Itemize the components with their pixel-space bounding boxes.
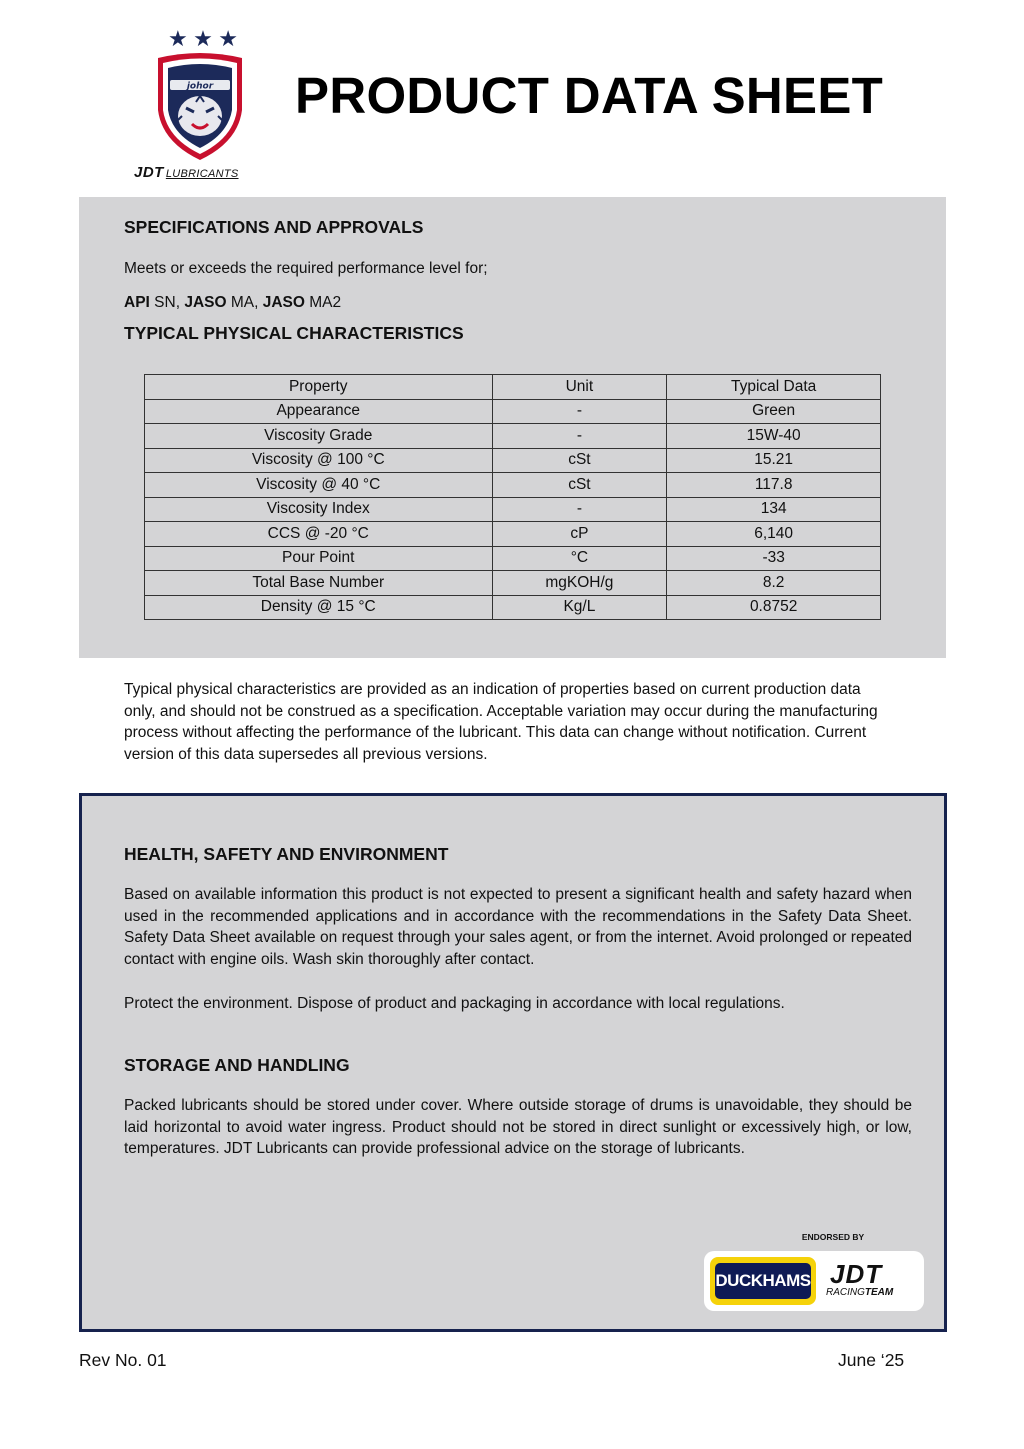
column-header: Unit — [492, 375, 667, 400]
table-cell: -33 — [667, 546, 881, 571]
endorsed-by-label: ENDORSED BY — [801, 1232, 865, 1242]
revision-number: Rev No. 01 — [79, 1350, 167, 1370]
table-cell: Viscosity @ 100 °C — [145, 448, 493, 473]
table-cell: Green — [667, 399, 881, 424]
table-cell: Viscosity Grade — [145, 424, 493, 449]
table-cell: Density @ 15 °C — [145, 595, 493, 620]
revision-date: June ‘25 — [838, 1350, 905, 1370]
svg-text:johor: johor — [186, 81, 214, 92]
table-cell: 8.2 — [667, 571, 881, 596]
environment-paragraph: Protect the environment. Dispose of product and packaging in accordance with local regulations. — [124, 995, 785, 1012]
table-cell: Viscosity @ 40 °C — [145, 473, 493, 498]
duckhams-logo: DUCKHAMS — [710, 1257, 816, 1305]
table-cell: 117.8 — [667, 473, 881, 498]
column-header: Typical Data — [667, 375, 881, 400]
table-cell: °C — [492, 546, 667, 571]
approval-grade: MA2 — [309, 294, 342, 311]
table-row — [145, 424, 881, 449]
approval-grade: SN — [154, 294, 176, 311]
table-row — [145, 473, 881, 498]
table-row — [145, 399, 881, 424]
specifications-heading: SPECIFICATIONS AND APPROVALS — [124, 217, 424, 237]
jdt-lubricants-wordmark: JDT LUBRICANTS — [134, 164, 239, 181]
table-cell: cSt — [492, 473, 667, 498]
table-cell: Total Base Number — [145, 571, 493, 596]
jdt-lubricants-logo — [130, 28, 280, 188]
star-icon: ★ — [168, 26, 188, 51]
approval-org: JASO — [262, 294, 305, 311]
table-cell: CCS @ -20 °C — [145, 522, 493, 547]
table-cell: 0.8752 — [667, 595, 881, 620]
hse-panel — [79, 793, 947, 1332]
approval-org: API — [124, 294, 150, 311]
table-row — [145, 595, 881, 620]
characteristics-heading: TYPICAL PHYSICAL CHARACTERISTICS — [124, 323, 464, 343]
hse-paragraph: Based on available information this product is not expected to present a significant health and safety hazard when used in the recommended applications and in accordance with the recommendations in the Safety Data Sheet. Safety Data Sheet available on request through your sales agent, or from the internet. Avoid prolonged or repeated contact with engine oils. Wash skin thoroughly after contact. — [124, 886, 912, 968]
table-row — [145, 546, 881, 571]
table-cell: mgKOH/g — [492, 571, 667, 596]
specifications-panel — [79, 197, 946, 658]
approval-org: JASO — [184, 294, 227, 311]
table-cell: cP — [492, 522, 667, 547]
table-cell: - — [492, 399, 667, 424]
table-cell: 134 — [667, 497, 881, 522]
table-cell: 6,140 — [667, 522, 881, 547]
jdt-tiger-crest-icon — [152, 50, 248, 162]
table-row — [145, 522, 881, 547]
table-cell: 15.21 — [667, 448, 881, 473]
table-cell: Viscosity Index — [145, 497, 493, 522]
table-cell: Appearance — [145, 399, 493, 424]
table-cell: - — [492, 424, 667, 449]
table-cell: - — [492, 497, 667, 522]
table-cell: Kg/L — [492, 595, 667, 620]
star-icon: ★ — [218, 26, 238, 51]
star-icon: ★ — [193, 26, 213, 51]
endorsement-logos — [704, 1251, 924, 1311]
table-cell: 15W-40 — [667, 424, 881, 449]
table-cell: Pour Point — [145, 546, 493, 571]
approval-grade: MA — [230, 294, 255, 311]
storage-heading: STORAGE AND HANDLING — [124, 1055, 350, 1075]
jdt-racing-team-logo: JDT RACINGTEAM — [826, 1259, 894, 1298]
hse-heading: HEALTH, SAFETY AND ENVIRONMENT — [124, 844, 449, 864]
approvals-list: API SN, JASO MA, JASO MA2 — [124, 294, 342, 311]
logo-stars — [168, 28, 238, 50]
specifications-intro: Meets or exceeds the required performance level for; — [124, 260, 488, 277]
table-row — [145, 571, 881, 596]
table-row — [145, 497, 881, 522]
table-header-row — [145, 375, 881, 400]
storage-paragraph: Packed lubricants should be stored under cover. Where outside storage of drums is unavoidable, they should be laid horizontal to avoid water ingress. Product should not be stored in direct sunlight or excessively high, or low, temperatures. JDT Lubricants can provide professional advice on the storage of lubricants. — [124, 1097, 912, 1157]
column-header: Property — [145, 375, 493, 400]
characteristics-table — [144, 374, 881, 620]
table-row — [145, 448, 881, 473]
table-cell: cSt — [492, 448, 667, 473]
page-title: PRODUCT DATA SHEET — [295, 67, 884, 124]
disclaimer-text: Typical physical characteristics are provided as an indication of properties based on current production data only, and should not be construed as a specification. Acceptable variation may occur during the manufacturing process without affecting the performance of the lubricant. This data can change without notification. Current version of this data supersedes all previous versions. — [124, 681, 878, 764]
